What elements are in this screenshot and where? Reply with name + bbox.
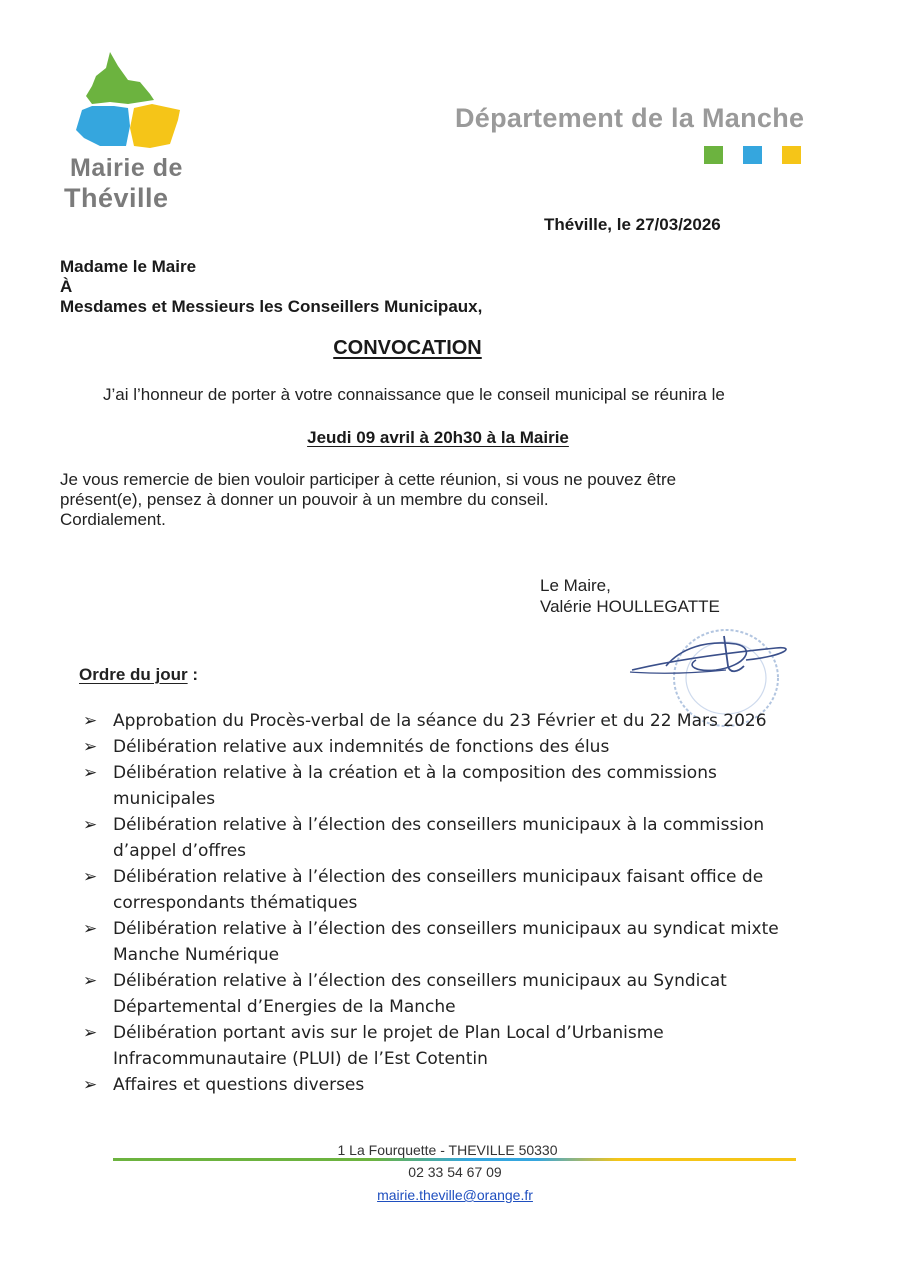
- document-title: CONVOCATION: [333, 337, 482, 359]
- list-item: [83, 916, 803, 968]
- yellow-square: [782, 146, 801, 164]
- list-item: [83, 864, 803, 916]
- mairie-logo: [70, 50, 185, 150]
- footer-phone: 02 33 54 67 09: [408, 1164, 502, 1180]
- list-item: [83, 812, 803, 864]
- body-line: présent(e), pensez à donner un pouvoir à un membre du conseil.: [60, 490, 549, 509]
- item-line: municipales: [113, 789, 216, 809]
- list-item: [83, 760, 803, 812]
- item-line: Délibération relative à l’élection des conseillers municipaux au syndicat mixte: [113, 919, 779, 939]
- footer-address: 1 La Fourquette - THEVILLE 50330: [337, 1142, 558, 1158]
- arrow-bullet-icon: ➢: [83, 711, 98, 731]
- item-line: Infracommunautaire (PLUI) de l’Est Cotentin: [113, 1049, 488, 1069]
- item-line: Délibération relative aux indemnités de fonctions des élus: [113, 737, 610, 757]
- item-line: Délibération portant avis sur le projet de Plan Local d’Urbanisme: [113, 1023, 664, 1043]
- list-item: [83, 968, 803, 1020]
- agenda-title: [79, 665, 198, 685]
- list-item: [83, 1072, 803, 1098]
- logo-text: [64, 156, 183, 212]
- item-line: Délibération relative à l’élection des conseillers municipaux faisant office de: [113, 867, 764, 887]
- signer-name: Valérie HOULLEGATTE: [540, 597, 720, 616]
- blue-square: [743, 146, 762, 164]
- item-line: Délibération relative à la création et à la composition des commissions: [113, 763, 717, 783]
- logo-line-1: Mairie de: [70, 154, 183, 182]
- arrow-bullet-icon: ➢: [83, 1023, 98, 1043]
- body-line: Je vous remercie de bien vouloir participer à cette réunion, si vous ne pouvez être: [60, 470, 677, 489]
- department-title: Département de la Manche: [455, 103, 805, 133]
- item-line: correspondants thématiques: [113, 893, 358, 913]
- footer-divider: [113, 1158, 796, 1161]
- arrow-bullet-icon: ➢: [83, 867, 98, 887]
- list-item: [83, 734, 803, 760]
- arrow-bullet-icon: ➢: [83, 971, 98, 991]
- addressees: Mesdames et Messieurs les Conseillers Municipaux,: [60, 297, 483, 316]
- item-line: Manche Numérique: [113, 945, 280, 965]
- logo-line-2: Théville: [64, 183, 169, 213]
- meeting-datetime: Jeudi 09 avril à 20h30 à la Mairie: [307, 428, 569, 447]
- agenda-title-colon: :: [187, 665, 199, 684]
- item-line: Délibération relative à l’élection des conseillers municipaux au Syndicat: [113, 971, 727, 991]
- arrow-bullet-icon: ➢: [83, 919, 98, 939]
- list-item: [83, 1020, 803, 1072]
- letter-date: Théville, le 27/03/2026: [544, 215, 721, 234]
- agenda-title-text: Ordre du jour: [79, 665, 188, 684]
- intro-text: J’ai l’honneur de porter à votre connaissance que le conseil municipal se réunira le: [103, 385, 725, 404]
- to-prefix: À: [60, 277, 73, 296]
- item-line: Départemental d’Energies de la Manche: [113, 997, 456, 1017]
- signature-block: [540, 575, 720, 617]
- item-line: Affaires et questions diverses: [113, 1075, 365, 1095]
- list-item: [83, 708, 803, 734]
- agenda-list: [83, 708, 803, 1098]
- green-square: [704, 146, 723, 164]
- color-squares: [704, 146, 801, 164]
- item-line: Délibération relative à l’élection des conseillers municipaux à la commission: [113, 815, 765, 835]
- arrow-bullet-icon: ➢: [83, 737, 98, 757]
- theville-map-icon: [70, 50, 185, 150]
- item-line: d’appel d’offres: [113, 841, 247, 861]
- arrow-bullet-icon: ➢: [83, 1075, 98, 1095]
- arrow-bullet-icon: ➢: [83, 763, 98, 783]
- signer-role: Le Maire,: [540, 576, 611, 595]
- closing: Cordialement.: [60, 510, 166, 529]
- recipients-block: [60, 257, 482, 317]
- sender: Madame le Maire: [60, 257, 197, 276]
- footer-email-link[interactable]: mairie.theville@orange.fr: [377, 1187, 533, 1203]
- item-line: Approbation du Procès-verbal de la séance du 23 Février et du 22 Mars 2026: [113, 711, 767, 731]
- body-paragraph: [60, 470, 760, 530]
- arrow-bullet-icon: ➢: [83, 815, 98, 835]
